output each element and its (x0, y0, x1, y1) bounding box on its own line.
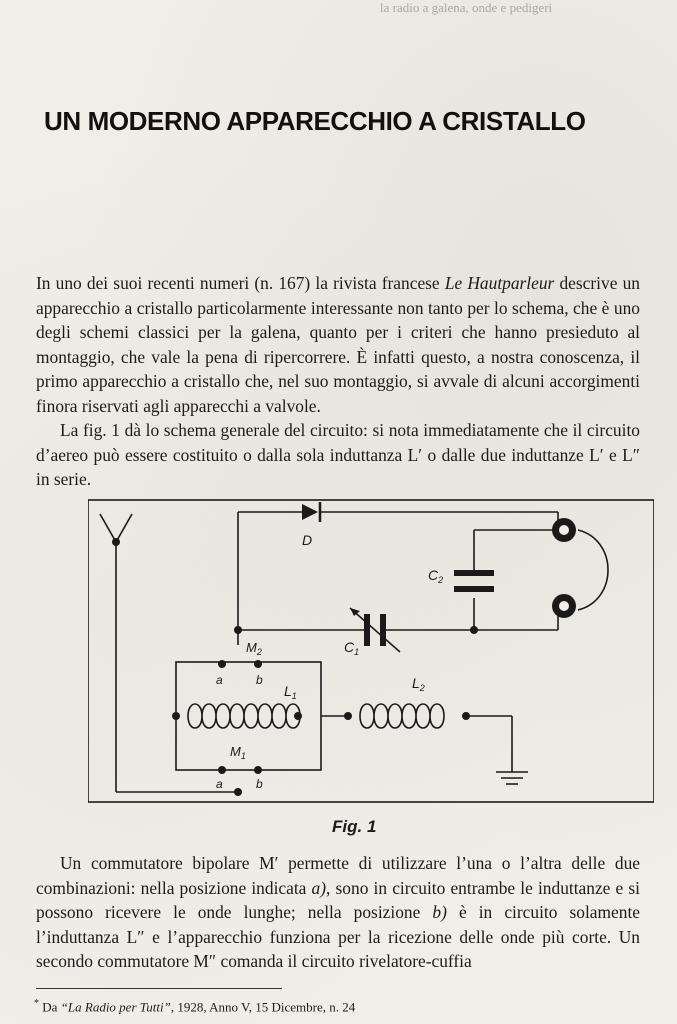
inductor-l2 (360, 704, 444, 728)
position-a-ref: a) (311, 877, 327, 898)
bleed-through-header: la radio a galena, onde e pedigeri (380, 0, 553, 15)
figure-caption: Fig. 1 (332, 817, 377, 836)
label-b-bottom: b (256, 777, 263, 791)
label-c1-sub: 1 (354, 647, 360, 657)
headphone-band (578, 530, 608, 610)
paragraph-switch-description (36, 851, 640, 974)
label-l2 (412, 675, 425, 693)
label-c1-main: C (344, 639, 355, 655)
article-title: UN MODERNO APPARECCHIO A CRISTALLO (44, 106, 586, 136)
label-c2-main: C (428, 567, 439, 583)
switch-m1-contact-a (218, 766, 226, 774)
label-l2-main: L (412, 675, 420, 691)
label-c2-sub: 2 (438, 575, 444, 585)
paragraph-intro-text-2: descrive un apparecchio a cristallo particolarmente interessante non tanto per lo schema, che è uno degli schemi classici per la galena, quanto per i criteri che hanno presieduto al montaggio, che vale la pena di ripercorrere. È infatti questo, a nostra conoscenza, il primo apparecchio a cristallo che, nel suo montaggio, si avvale di alcuni accorgimenti finora riservati agli apparecchi a valvole. (36, 273, 640, 416)
label-a-bottom: a (216, 777, 223, 791)
label-c2 (428, 567, 443, 585)
footnote-suffix: , 1928, Anno V, 15 Dicembre, n. 24 (170, 999, 356, 1015)
paragraph-switch-text-2: , sono in circuito entrambe le induttanze e si possono ricevere le onde lunghe; nella posizione (36, 877, 641, 923)
label-m1-main: M (230, 744, 241, 759)
paragraph-intro (36, 271, 640, 419)
capacitor-c2 (454, 570, 494, 576)
paragraph-switch-text-1: Un commutatore bipolare M′ permette di utilizzare l’una o l’altra delle due combinazioni: nella posizione indicata (36, 853, 640, 898)
footnote-marker: * (34, 998, 39, 1009)
label-c1 (344, 639, 359, 657)
label-m2-main: M (246, 640, 257, 655)
diode-symbol (302, 504, 318, 520)
footnote-divider (36, 988, 282, 989)
magazine-name: Le Hautparleur (444, 273, 555, 293)
label-l2-sub: 2 (419, 683, 425, 693)
footnote (34, 998, 355, 1015)
position-b-ref: b) (432, 902, 447, 923)
footnote-prefix: Da (39, 999, 61, 1015)
footnote-source: “La Radio per Tutti” (60, 999, 171, 1015)
label-l1-main: L (284, 683, 292, 699)
diagram-frame (88, 500, 654, 802)
inductor-l1 (188, 704, 300, 728)
label-b-top: b (256, 673, 263, 687)
switch-m2-contact-b (254, 660, 262, 668)
switch-m1-contact-b (254, 766, 262, 774)
paragraph-switch-text-3: è in circuito solamente l’induttanza L″ e l’apparecchio funziona per la ricezione delle onde più corte. Un secondo commutatore M″ comanda il circuito rivelatore-cuffia (36, 902, 640, 972)
paragraph-figure-description: La fig. 1 dà lo schema generale del circuito: si nota immediatamente che il circuito d’aereo può essere costituito o dalla sola induttanza L′ o dalle due induttanze L′ e L″ in serie. (36, 420, 640, 490)
capacitor-c1 (364, 614, 370, 646)
label-l1 (284, 683, 297, 701)
switch-m2-contact-a (218, 660, 226, 668)
label-a-top: a (216, 673, 223, 687)
label-d: D (302, 532, 313, 548)
label-l1-sub: 1 (291, 691, 297, 701)
paragraph-intro-text-1: In uno dei suoi recenti numeri (n. 167) la rivista francese (36, 273, 445, 293)
label-m2-sub: 2 (256, 647, 262, 657)
label-m1-sub: 1 (240, 751, 246, 761)
antenna-symbol (100, 514, 132, 542)
label-m1 (230, 744, 246, 761)
circuit-diagram (88, 490, 654, 805)
label-m2 (246, 640, 262, 657)
